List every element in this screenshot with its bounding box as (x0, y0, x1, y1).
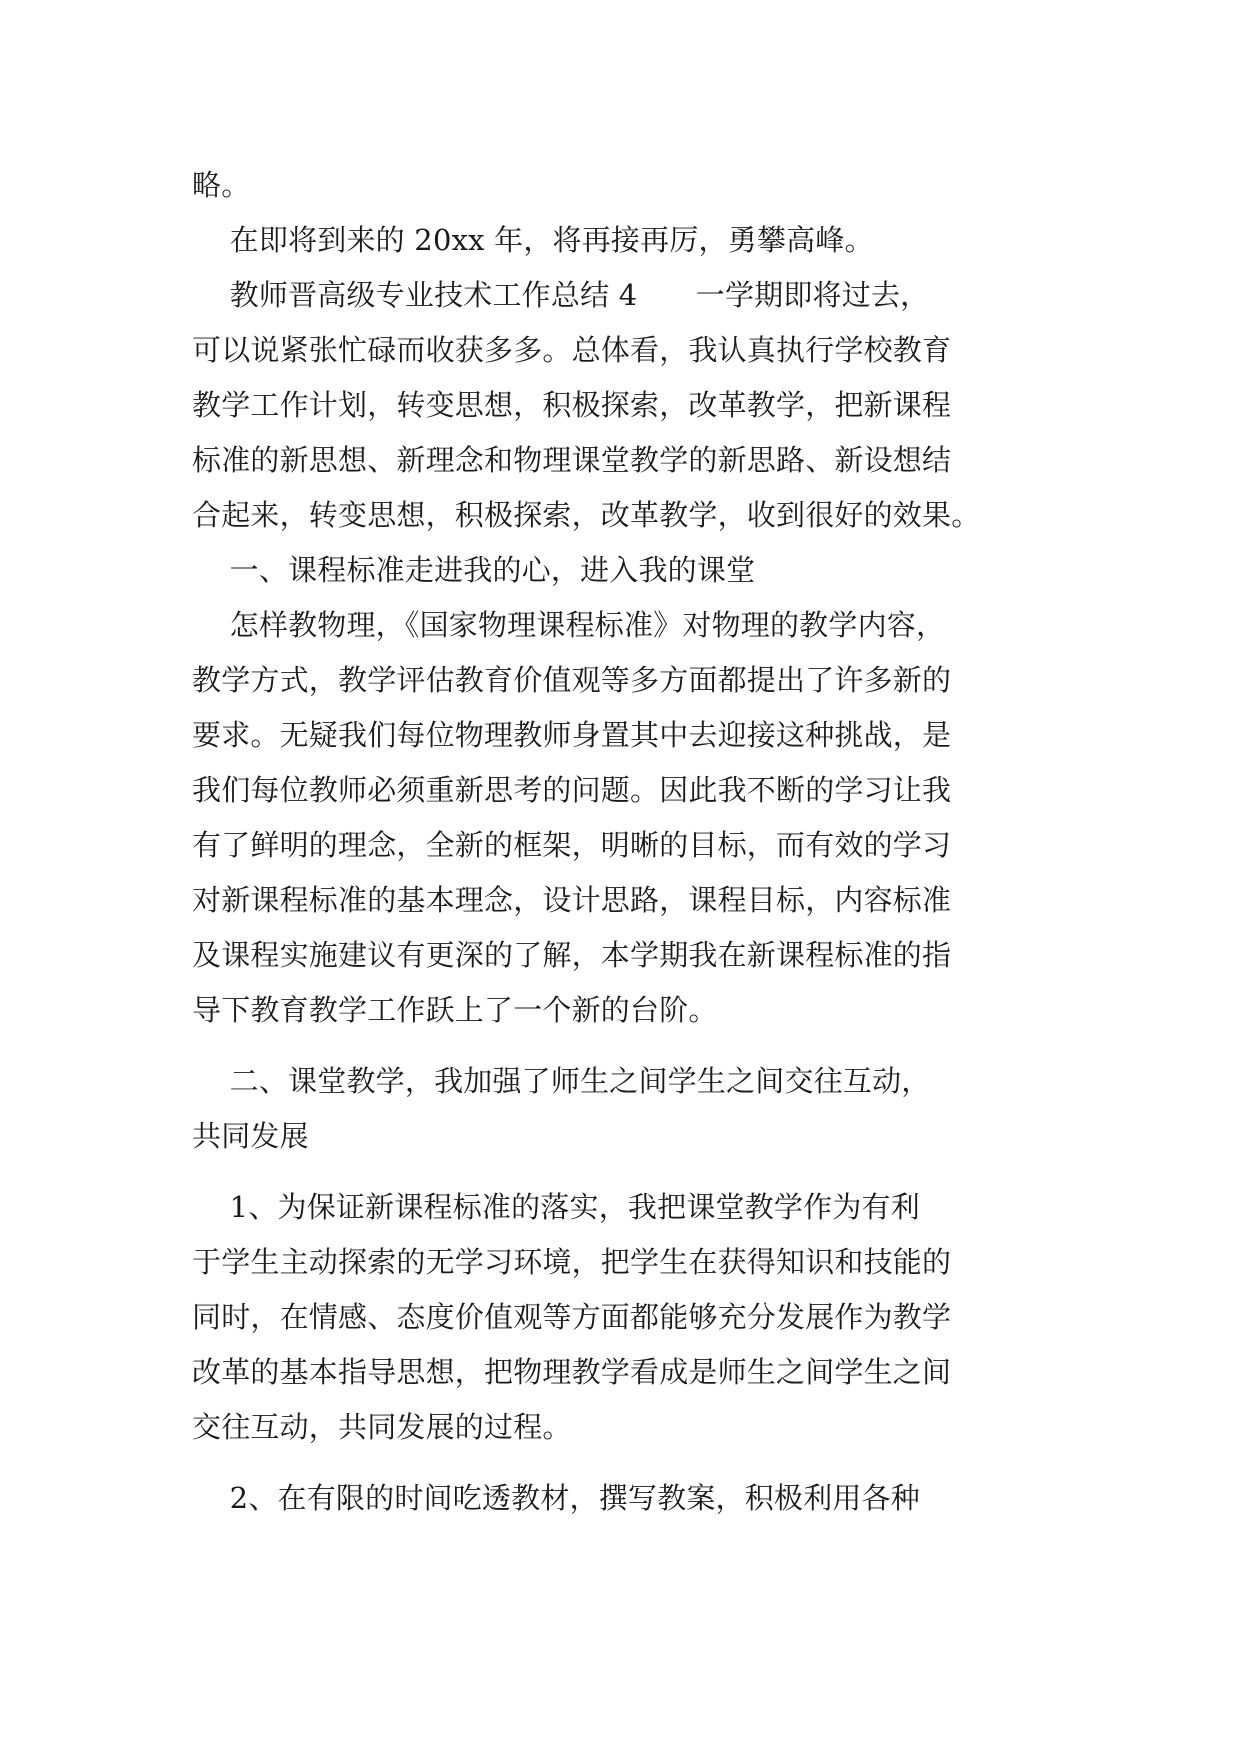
section-heading: 一、课程标准走进我的心，进入我的课堂 (192, 553, 756, 587)
text-line: 导下教育教学工作跃上了一个新的台阶。 (192, 993, 718, 1027)
text-line: 及课程实施建议有更深的了解，本学期我在新课程标准的指 (192, 938, 952, 972)
text-line: 2、在有限的时间吃透教材，撰写教案，积极利用各种 (192, 1481, 920, 1515)
text-line: 改革的基本指导思想，把物理教学看成是师生之间学生之间 (192, 1355, 952, 1389)
text-line: 教学方式，教学评估教育价值观等多方面都提出了许多新的 (192, 663, 952, 697)
text-line: 在即将到来的 20xx 年，将再接再厉，勇攀高峰。 (192, 223, 874, 257)
section-heading: 二、课堂教学，我加强了师生之间学生之间交往互动， (192, 1064, 931, 1098)
text-line: 略。 (192, 168, 251, 202)
text-line: 于学生主动探索的无学习环境，把学生在获得知识和技能的 (192, 1245, 952, 1279)
text-line: 要求。无疑我们每位物理教师身置其中去迎接这种挑战，是 (192, 718, 952, 752)
text-line: 怎样教物理，《国家物理课程标准》对物理的教学内容， (192, 608, 946, 642)
text-line: 标准的新思想、新理念和物理课堂教学的新思路、新设想结 (192, 443, 952, 477)
text-line: 可以说紧张忙碌而收获多多。总体看，我认真执行学校教育 (192, 333, 952, 367)
text-line: 教学工作计划，转变思想，积极探索，改革教学，把新课程 (192, 388, 952, 422)
text-line: 我们每位教师必须重新思考的问题。因此我不断的学习让我 (192, 773, 952, 807)
text-line: 有了鲜明的理念，全新的框架，明晰的目标，而有效的学习 (192, 828, 952, 862)
text-line: 教师晋高级专业技术工作总结 4 一学期即将过去， (192, 278, 930, 312)
text-line: 对新课程标准的基本理念，设计思路，课程目标，内容标准 (192, 883, 952, 917)
text-line: 合起来，转变思想，积极探索，改革教学，收到很好的效果。 (192, 498, 981, 532)
text-line: 同时，在情感、态度价值观等方面都能够充分发展作为教学 (192, 1300, 952, 1334)
text-line: 1、为保证新课程标准的落实，我把课堂教学作为有利 (192, 1190, 920, 1224)
text-line: 交往互动，共同发展的过程。 (192, 1410, 572, 1444)
section-heading-continued: 共同发展 (192, 1119, 309, 1153)
